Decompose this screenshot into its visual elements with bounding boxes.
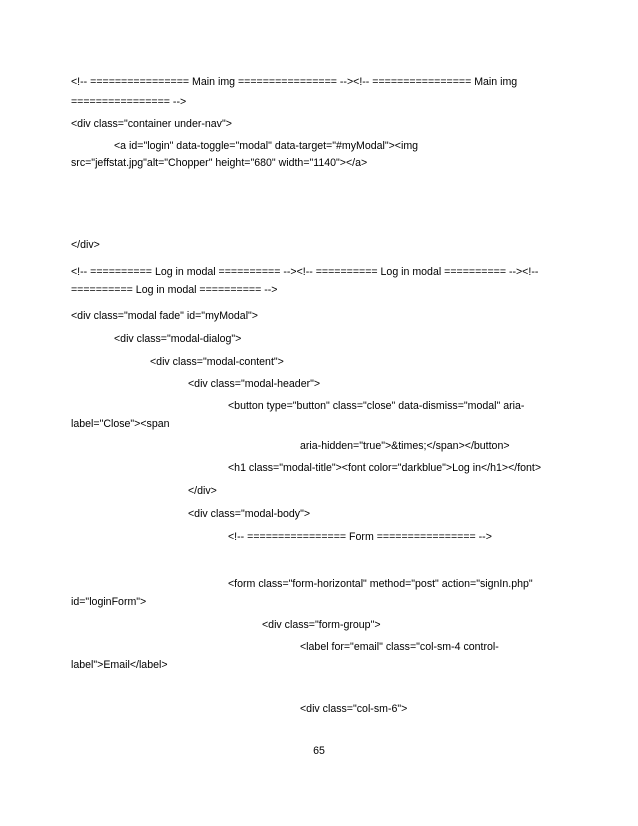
code-line: <!-- ================ Form ================ --> — [228, 531, 492, 543]
code-line: label">Email</label> — [71, 659, 168, 671]
code-line: <div class="col-sm-6"> — [300, 703, 408, 715]
code-line: ================ --> — [71, 96, 187, 108]
code-line: <div class="form-group"> — [262, 619, 381, 631]
code-line: <div class="modal-dialog"> — [114, 333, 242, 345]
code-line: id="loginForm"> — [71, 596, 147, 608]
code-line: <a id="login" data-toggle="modal" data-target="#myModal"><img — [114, 140, 419, 152]
code-line: label="Close"><span — [71, 418, 170, 430]
code-line: </div> — [71, 239, 100, 251]
code-line: </div> — [188, 485, 217, 497]
code-line: <div class="modal-body"> — [188, 508, 311, 520]
code-line: aria-hidden="true">&times;</span></button> — [300, 440, 510, 452]
code-line: <div class="modal-content"> — [150, 356, 284, 368]
code-line: <!-- ========== Log in modal ========== --><!-- ========== Log in modal ========== --><!-- — [71, 266, 539, 278]
code-line: <form class="form-horizontal" method="post" action="signIn.php" — [228, 578, 533, 590]
code-line: <!-- ================ Main img ================ --><!-- ================ Main img — [71, 76, 518, 88]
code-line: <h1 class="modal-title"><font color="darkblue">Log in</h1></font> — [228, 462, 542, 474]
code-line: ========== Log in modal ========== --> — [71, 284, 278, 296]
code-line: <label for="email" class="col-sm-4 control- — [300, 641, 499, 653]
code-line: <div class="modal-header"> — [188, 378, 321, 390]
code-line: <button type="button" class="close" data-dismiss="modal" aria- — [228, 400, 525, 412]
code-line: src="jeffstat.jpg"alt="Chopper" height="680" width="1140"></a> — [71, 157, 368, 169]
code-line: <div class="container under-nav"> — [71, 118, 232, 130]
page-number: 65 — [313, 745, 325, 757]
code-line: <div class="modal fade" id="myModal"> — [71, 310, 258, 322]
